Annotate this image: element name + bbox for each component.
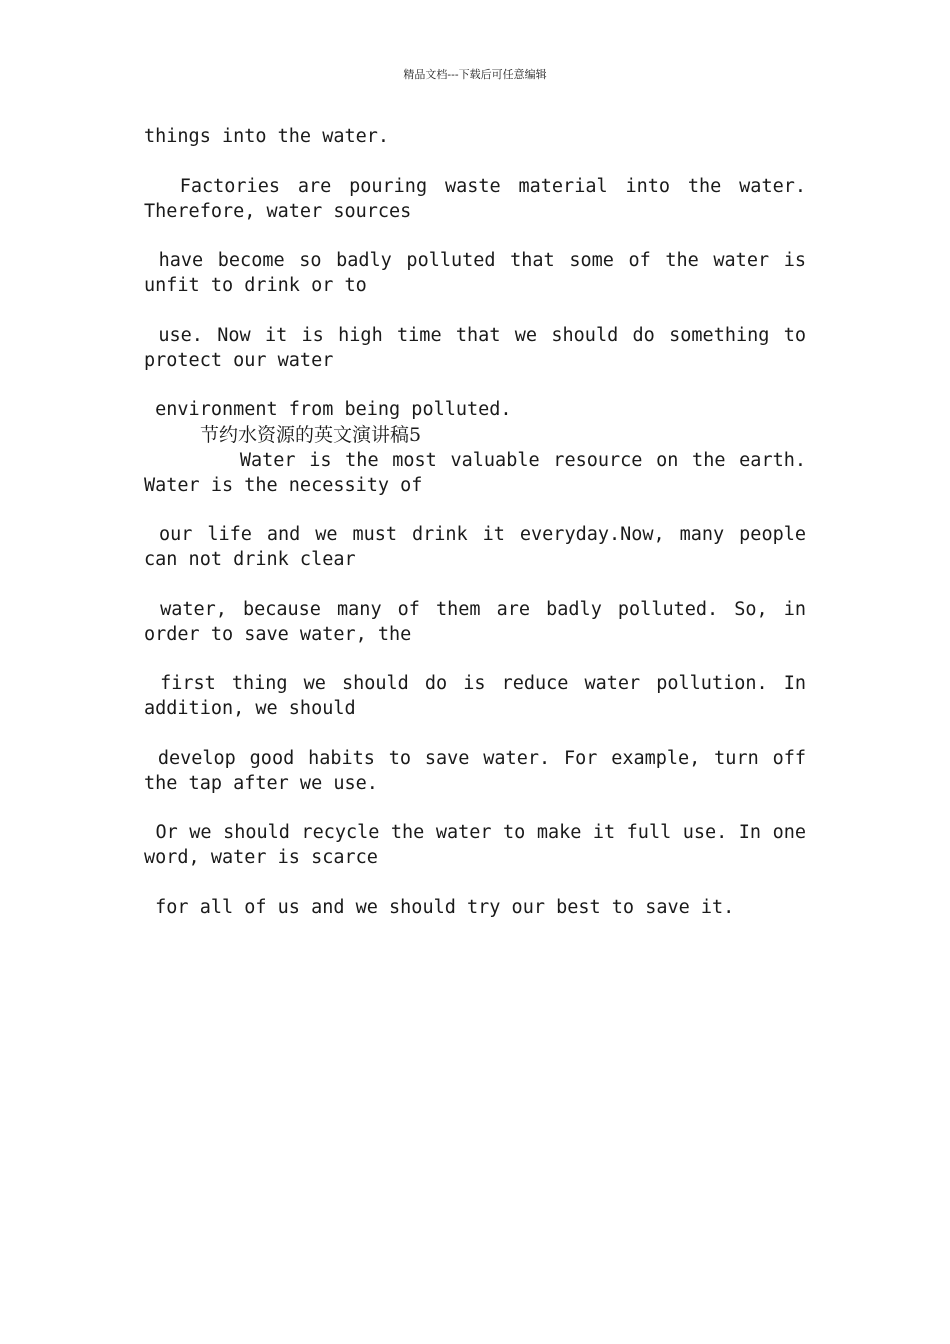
text-line: environment from being polluted. bbox=[144, 399, 512, 420]
text-line: Water is the necessity of bbox=[144, 474, 423, 496]
paragraph-2 bbox=[144, 174, 806, 224]
page-header: 精品文档---下载后可任意编辑 bbox=[403, 68, 547, 81]
section-title: 节约水资源的英文演讲稿5 bbox=[200, 423, 422, 446]
paragraph-6 bbox=[144, 448, 806, 498]
text-line: protect our water bbox=[144, 349, 334, 371]
text-line: develop good habits to save water. For example, turn off bbox=[144, 747, 806, 769]
paragraph-9 bbox=[144, 671, 806, 721]
text-line: first thing we should do is reduce water pollution. In bbox=[144, 673, 806, 694]
paragraph-5 bbox=[144, 397, 806, 422]
text-line: Therefore, water sources bbox=[144, 200, 412, 222]
text-line: water, because many of them are badly polluted. So, in bbox=[144, 598, 806, 620]
text-line: word, water is scarce bbox=[144, 847, 378, 868]
paragraph-1 bbox=[144, 124, 806, 149]
text-line: Or we should recycle the water to make it full use. In one bbox=[144, 822, 806, 843]
text-line: addition, we should bbox=[144, 698, 356, 719]
text-line: unfit to drink or to bbox=[144, 275, 367, 296]
text-line: Water is the most valuable resource on the earth. bbox=[144, 449, 806, 471]
text-line: our life and we must drink it everyday.Now, many people bbox=[144, 524, 806, 545]
paragraph-7 bbox=[144, 522, 806, 572]
paragraph-10 bbox=[144, 746, 806, 796]
text-line: the tap after we use. bbox=[144, 772, 378, 794]
paragraph-3 bbox=[144, 248, 806, 298]
paragraph-4 bbox=[144, 323, 806, 373]
text-line: things into the water. bbox=[144, 126, 390, 147]
text-line: for all of us and we should try our best to save it. bbox=[144, 896, 735, 918]
paragraph-11 bbox=[144, 820, 806, 870]
paragraph-8 bbox=[144, 597, 806, 647]
text-line: order to save water, the bbox=[144, 623, 412, 645]
text-line: have become so badly polluted that some of the water is bbox=[144, 250, 806, 271]
text-line: use. Now it is high time that we should do something to bbox=[144, 324, 806, 346]
paragraph-12 bbox=[144, 895, 806, 920]
text-line: can not drink clear bbox=[144, 549, 356, 570]
document-body bbox=[144, 124, 806, 944]
text-line: Factories are pouring waste material into the water. bbox=[144, 175, 806, 197]
